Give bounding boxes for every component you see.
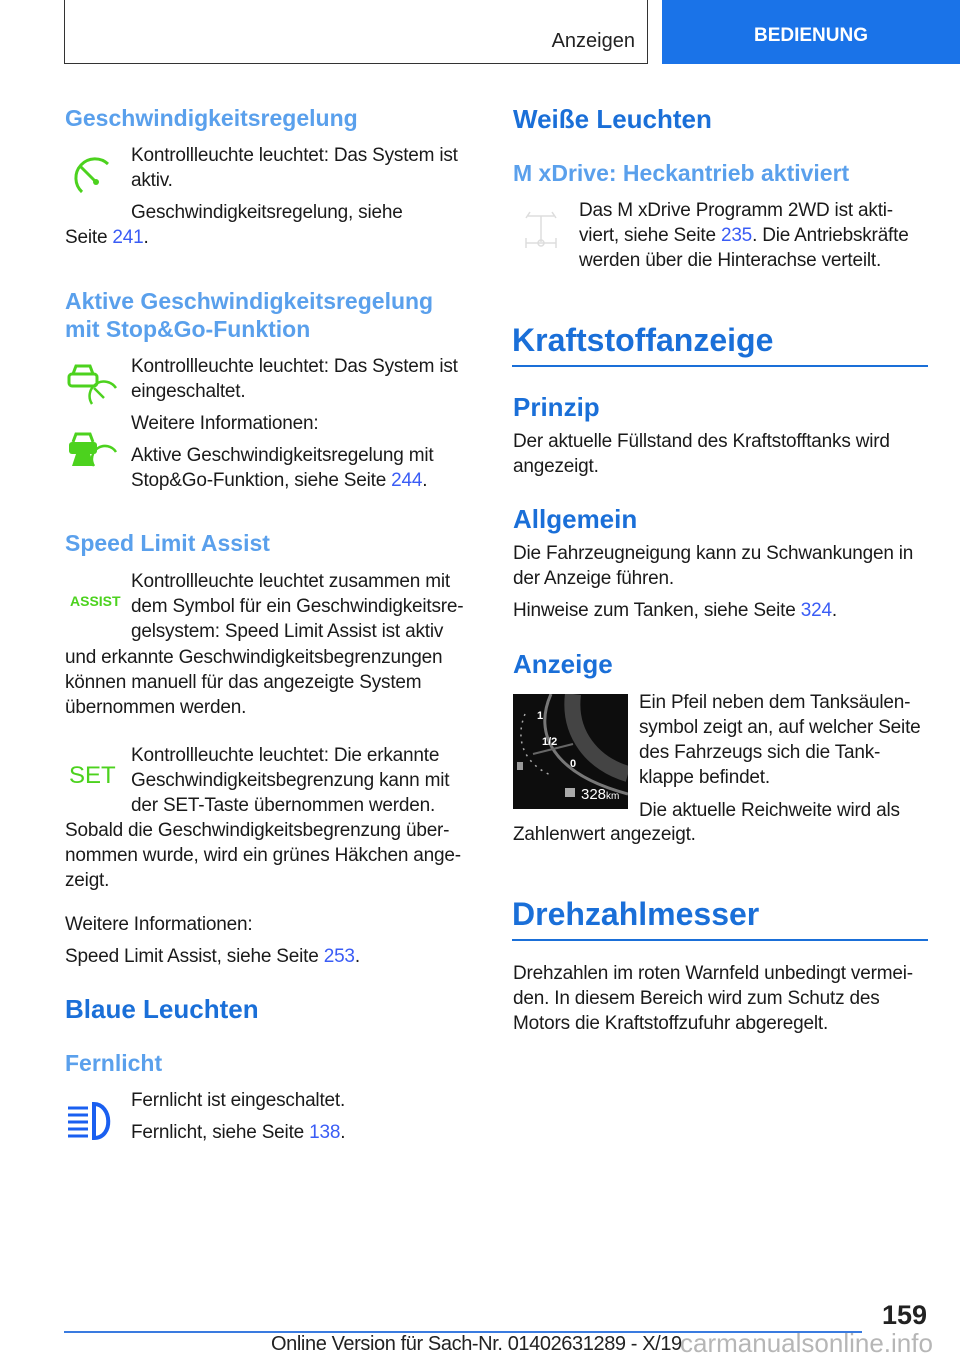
fuel-pump-icon [517, 762, 523, 770]
range-value: 328 [581, 786, 607, 803]
rear-wheel-drive-icon [522, 208, 560, 250]
page-link-253[interactable]: 253 [323, 946, 355, 967]
text: Drehzahlen im roten Warnfeld unbedingt vermei-den. In diesem Bereich wird zum Schutz des Motors die Kraftstoffzufuhr abgeregelt. [513, 963, 913, 1034]
text: Kontrollleuchte leuchtet: Die erkannte Geschwindigkeitsbegrenzung kann mit der SET-Taste übernommen werden. [131, 745, 450, 816]
page-number: 159 [882, 1300, 928, 1330]
text: Kontrollleuchte leuchtet zusammen mit dem Symbol für ein Geschwindigkeitsre-gelsystem: Speed Limit Assist ist aktiv [131, 571, 464, 642]
heading-prinzip: Prinzip [513, 392, 600, 422]
header-section: Anzeigen [551, 30, 635, 52]
heading-line: Aktive Geschwindigkeitsregelung [65, 288, 434, 314]
text: Die aktuelle Reichweite wird als [639, 800, 900, 821]
text: . [354, 946, 360, 967]
page-link-244[interactable]: 244 [391, 470, 423, 491]
footer-online-version: Online Version für Sach-Nr. 01402631289 - X/19 [271, 1333, 682, 1355]
fuel-pump-arrow-icon [565, 788, 575, 797]
heading-speed-limit-assist: Speed Limit Assist [65, 530, 270, 556]
text: Aktive Geschwindigkeitsregelung mit Stop&Go-Funktion, siehe Seite [131, 445, 434, 491]
heading-kraftstoffanzeige: Kraftstoffanzeige [512, 322, 928, 367]
text: und erkannte Geschwindigkeitsbegrenzungen können manuell für das angezeigte System übernommen werden. [65, 647, 443, 718]
text: . [831, 600, 837, 621]
gauge-label-empty: 0 [570, 758, 577, 770]
page-link-235[interactable]: 235 [720, 225, 753, 246]
text: Kontrollleuchte leuchtet: Das System ist eingeschaltet. [131, 356, 458, 402]
text: . [340, 1122, 346, 1143]
heading-line: mit Stop&Go-Funktion [65, 316, 311, 342]
speedometer-icon [66, 150, 114, 198]
section-tab-bedienung[interactable]: BEDIENUNG [662, 0, 960, 64]
text: Geschwindigkeitsregelung, siehe [131, 202, 403, 223]
car-stopgo-icon [66, 430, 118, 470]
heading-drehzahlmesser: Drehzahlmesser [512, 896, 928, 941]
page-link-241[interactable]: 241 [112, 227, 144, 248]
text: Ein Pfeil neben dem Tanksäulen-symbol zeigt an, auf welcher Seite des Fahrzeugs sich die Tank-klappe befindet. [639, 692, 921, 788]
heading-m-xdrive: M xDrive: Heckantrieb aktiviert [513, 160, 850, 186]
high-beam-icon [66, 1100, 118, 1142]
text: Zahlenwert angezeigt. [513, 824, 696, 845]
text: Weitere Informationen: [131, 413, 319, 434]
text: Speed Limit Assist, siehe Seite [65, 946, 319, 967]
text: Der aktuelle Füllstand des Kraftstofftanks wird angezeigt. [513, 431, 890, 477]
text: . Die Antriebskräfte werden über die Hinterachse verteilt. [579, 225, 909, 271]
gauge-label-full: 1 [537, 710, 544, 722]
range-readout [581, 786, 619, 803]
text: Weitere Informationen: [65, 914, 253, 935]
heading-weisse-leuchten: Weiße Leuchten [513, 104, 712, 134]
heading-blaue-leuchten: Blaue Leuchten [65, 994, 259, 1024]
fuel-gauge-image [513, 694, 628, 809]
text: Fernlicht ist eingeschaltet. [131, 1090, 346, 1111]
text: Fernlicht, siehe Seite [131, 1122, 305, 1143]
text: . [143, 227, 149, 248]
gauge-label-half: 1/2 [542, 736, 558, 748]
heading-geschwindigkeitsregelung: Geschwindigkeitsregelung [65, 105, 358, 131]
watermark: carmanualsonline.info [680, 1328, 933, 1358]
range-unit: km [606, 791, 620, 802]
text: Kontrollleuchte leuchtet: Das System ist aktiv. [131, 145, 458, 191]
heading-aktive-geschw [65, 287, 433, 343]
heading-allgemein: Allgemein [513, 504, 638, 534]
text: Die Fahrzeugneigung kann zu Schwankungen in der Anzeige führen. [513, 543, 914, 589]
car-distance-icon [66, 362, 118, 406]
text: Das M xDrive Programm 2WD ist akti-viert, siehe Seite [579, 200, 893, 246]
text: Sobald die Geschwindigkeitsbegrenzung über-nommen wurde, wird ein grünes Häkchen ange-zeigt. [65, 820, 461, 891]
page-link-138[interactable]: 138 [309, 1122, 341, 1143]
page-link-324[interactable]: 324 [800, 600, 832, 621]
assist-indicator-icon: ASSIST [70, 593, 121, 609]
text: . [422, 470, 428, 491]
text: Seite [65, 227, 108, 248]
heading-anzeige: Anzeige [513, 649, 613, 679]
text: Hinweise zum Tanken, siehe Seite [513, 600, 796, 621]
heading-fernlicht: Fernlicht [65, 1050, 163, 1076]
set-indicator-icon: SET [69, 762, 116, 789]
